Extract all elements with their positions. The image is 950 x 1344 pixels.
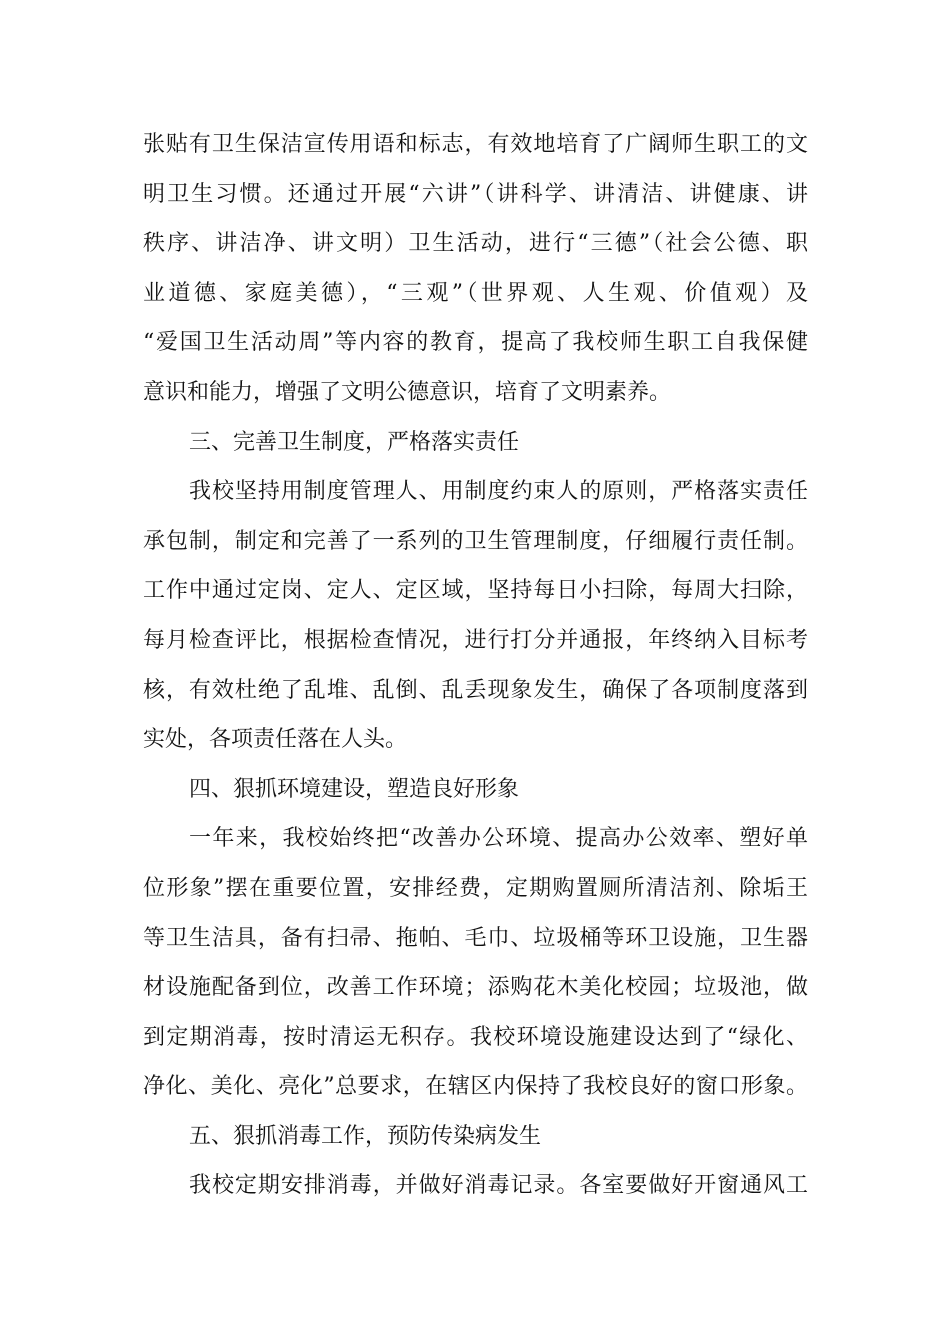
body-line: 张贴有卫生保洁宣传用语和标志，有效地培育了广阔师生职工的文: [143, 132, 808, 157]
body-line: 业道德、家庭美德），“三观”（世界观、人生观、价值观）及: [143, 280, 808, 306]
body-line: 明卫生习惯。还通过开展“六讲”（讲科学、讲清洁、讲健康、讲: [143, 181, 808, 207]
document-body: [143, 127, 808, 1218]
body-line: 我校坚持用制度管理人、用制度约束人的原则，严格落实责任: [189, 479, 808, 505]
body-line: 每月检查评比，根据检查情况，进行打分并通报，年终纳入目标考: [143, 627, 808, 653]
body-line: 材设施配备到位，改善工作环境；添购花木美化校园；垃圾池，做: [143, 975, 808, 1001]
body-line: 我校定期安排消毒，并做好消毒记录。各室要做好开窗通风工: [189, 1173, 808, 1199]
section-heading: 五、狠抓消毒工作，预防传染病发生: [189, 1123, 542, 1149]
body-line: 核，有效杜绝了乱堆、乱倒、乱丢现象发生，确保了各项制度落到: [143, 677, 808, 703]
body-line: 承包制，制定和完善了一系列的卫生管理制度，仔细履行责任制。: [143, 528, 808, 554]
section-heading: 四、狠抓环境建设，塑造良好形象: [189, 776, 520, 802]
body-line: 位形象”摆在重要位置，安排经费，定期购置厕所清洁剂、除垢王: [143, 875, 808, 901]
body-line: 意识和能力，增强了文明公德意识，培育了文明素养。: [143, 379, 672, 405]
body-line: 一年来，我校始终把“改善办公环境、提高办公效率、塑好单: [189, 826, 808, 852]
body-line: 等卫生洁具，备有扫帚、拖帕、毛巾、垃圾桶等环卫设施，卫生器: [143, 925, 808, 951]
section-heading: 三、完善卫生制度，严格落实责任: [189, 429, 520, 455]
body-line: 实处，各项责任落在人头。: [143, 727, 408, 753]
body-line: 工作中通过定岗、定人、定区域，坚持每日小扫除，每周大扫除，: [143, 578, 808, 604]
body-line: 净化、美化、亮化”总要求，在辖区内保持了我校良好的窗口形象。: [143, 1074, 808, 1100]
body-line: 到定期消毒，按时清运无积存。我校环境设施建设达到了“绿化、: [143, 1024, 808, 1050]
body-line: 秩序、讲洁净、讲文明）卫生活动，进行“三德”（社会公德、职: [143, 231, 808, 257]
body-line: “爱国卫生活动周”等内容的教育，提高了我校师生职工自我保健: [143, 330, 808, 356]
